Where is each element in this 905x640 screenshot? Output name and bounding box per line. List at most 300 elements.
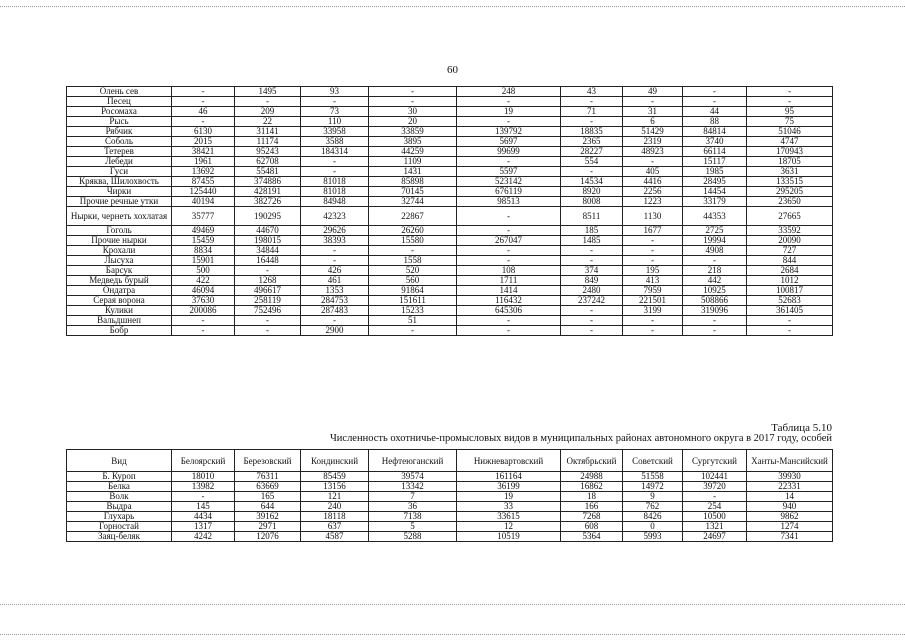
value-cell: 254 — [683, 502, 747, 512]
value-cell: - — [683, 87, 747, 97]
species-cell: Гуси — [67, 167, 172, 177]
value-cell: 209 — [235, 107, 301, 117]
table-row — [67, 256, 833, 266]
value-cell: 7341 — [747, 532, 833, 542]
value-cell: - — [235, 316, 301, 326]
value-cell: 18835 — [561, 127, 623, 137]
table-row — [67, 167, 833, 177]
value-cell: - — [369, 87, 457, 97]
value-cell: 2480 — [561, 286, 623, 296]
value-cell: 87455 — [172, 177, 235, 187]
value-cell: 295205 — [747, 187, 833, 197]
table-caption: Численность охотничье-промысловых видов в муниципальных районах автономного округа в 2017 году, особей — [329, 433, 832, 444]
value-cell: - — [457, 316, 561, 326]
table-row — [67, 472, 833, 482]
value-cell: 1431 — [369, 167, 457, 177]
value-cell: 560 — [369, 276, 457, 286]
value-cell: - — [561, 246, 623, 256]
value-cell: - — [301, 256, 369, 266]
header-cell: Белоярский — [172, 450, 235, 472]
value-cell: - — [172, 87, 235, 97]
value-cell: - — [457, 326, 561, 336]
value-cell: 44259 — [369, 147, 457, 157]
value-cell: 12076 — [235, 532, 301, 542]
species-cell: Лебеди — [67, 157, 172, 167]
species-cell: Кулики — [67, 306, 172, 316]
value-cell: 62708 — [235, 157, 301, 167]
species-cell: Выдра — [67, 502, 172, 512]
value-cell: 5597 — [457, 167, 561, 177]
value-cell: - — [301, 157, 369, 167]
value-cell: - — [683, 256, 747, 266]
value-cell: 240 — [301, 502, 369, 512]
value-cell: 2725 — [683, 226, 747, 236]
value-cell: 81018 — [301, 177, 369, 187]
value-cell: 85459 — [301, 472, 369, 482]
value-cell: - — [301, 97, 369, 107]
value-cell: 8008 — [561, 197, 623, 207]
value-cell: - — [747, 97, 833, 107]
value-cell: 461 — [301, 276, 369, 286]
value-cell: 49 — [623, 87, 683, 97]
value-cell: 29626 — [301, 226, 369, 236]
value-cell: 95 — [747, 107, 833, 117]
value-cell: 15233 — [369, 306, 457, 316]
value-cell: - — [369, 326, 457, 336]
scan-artifact-edge — [0, 634, 905, 635]
value-cell: 16862 — [561, 482, 623, 492]
table-row — [67, 286, 833, 296]
value-cell: 24988 — [561, 472, 623, 482]
value-cell: - — [172, 117, 235, 127]
species-cell: Тетерев — [67, 147, 172, 157]
value-cell: - — [623, 236, 683, 246]
value-cell: 1109 — [369, 157, 457, 167]
value-cell: 4434 — [172, 512, 235, 522]
value-cell: 73 — [301, 107, 369, 117]
value-cell: 88 — [683, 117, 747, 127]
value-cell: 195 — [623, 266, 683, 276]
value-cell: 23650 — [747, 197, 833, 207]
value-cell: 13982 — [172, 482, 235, 492]
species-cell: Вальдшнеп — [67, 316, 172, 326]
value-cell: 28227 — [561, 147, 623, 157]
value-cell: 8834 — [172, 246, 235, 256]
table-row — [67, 482, 833, 492]
value-cell: 33179 — [683, 197, 747, 207]
value-cell: 40194 — [172, 197, 235, 207]
value-cell: - — [623, 256, 683, 266]
value-cell: 849 — [561, 276, 623, 286]
value-cell: - — [457, 226, 561, 236]
value-cell: 5288 — [369, 532, 457, 542]
value-cell: 508866 — [683, 296, 747, 306]
value-cell: 63669 — [235, 482, 301, 492]
value-cell: 198015 — [235, 236, 301, 246]
value-cell: 2256 — [623, 187, 683, 197]
value-cell: 43 — [561, 87, 623, 97]
table-row — [67, 97, 833, 107]
species-cell: Крохали — [67, 246, 172, 256]
table-row — [67, 532, 833, 542]
table-row — [67, 226, 833, 236]
value-cell: 184314 — [301, 147, 369, 157]
value-cell: 100817 — [747, 286, 833, 296]
value-cell: 34844 — [235, 246, 301, 256]
header-row — [67, 450, 833, 472]
value-cell: 5 — [369, 522, 457, 532]
value-cell: 145 — [172, 502, 235, 512]
value-cell: 1223 — [623, 197, 683, 207]
value-cell: 42323 — [301, 207, 369, 226]
value-cell: 3631 — [747, 167, 833, 177]
value-cell: 374 — [561, 266, 623, 276]
table-row — [67, 246, 833, 256]
value-cell: - — [301, 246, 369, 256]
value-cell: - — [683, 316, 747, 326]
value-cell: - — [235, 266, 301, 276]
value-cell: 0 — [623, 522, 683, 532]
value-cell: 1268 — [235, 276, 301, 286]
value-cell: 91864 — [369, 286, 457, 296]
value-cell: 267047 — [457, 236, 561, 246]
value-cell: 645306 — [457, 306, 561, 316]
table-row — [67, 522, 833, 532]
value-cell: 200086 — [172, 306, 235, 316]
value-cell: 422 — [172, 276, 235, 286]
value-cell: 16448 — [235, 256, 301, 266]
value-cell: 405 — [623, 167, 683, 177]
value-cell: 39720 — [683, 482, 747, 492]
value-cell: - — [747, 87, 833, 97]
value-cell: 608 — [561, 522, 623, 532]
value-cell: 33592 — [747, 226, 833, 236]
species-table-continued — [66, 86, 833, 336]
value-cell: 523142 — [457, 177, 561, 187]
value-cell: 284753 — [301, 296, 369, 306]
species-cell: Прочие речные утки — [67, 197, 172, 207]
value-cell: 19 — [457, 492, 561, 502]
value-cell: 18118 — [301, 512, 369, 522]
table-row — [67, 306, 833, 316]
species-cell: Рысь — [67, 117, 172, 127]
value-cell: - — [561, 256, 623, 266]
value-cell: 38421 — [172, 147, 235, 157]
species-cell: Волк — [67, 492, 172, 502]
value-cell: 14534 — [561, 177, 623, 187]
header-cell: Вид — [67, 450, 172, 472]
species-cell: Рябчик — [67, 127, 172, 137]
table-label: Таблица 5.10 — [771, 422, 832, 434]
value-cell: 4908 — [683, 246, 747, 256]
species-cell: Медведь бурый — [67, 276, 172, 286]
header-cell: Ханты-Мансийский — [747, 450, 833, 472]
species-cell: Лысуха — [67, 256, 172, 266]
value-cell: 1558 — [369, 256, 457, 266]
table-row — [67, 492, 833, 502]
value-cell: - — [561, 316, 623, 326]
value-cell: 165 — [235, 492, 301, 502]
value-cell: - — [301, 167, 369, 177]
value-cell: 98513 — [457, 197, 561, 207]
value-cell: 108 — [457, 266, 561, 276]
value-cell: 500 — [172, 266, 235, 276]
species-cell: Олень сев — [67, 87, 172, 97]
value-cell: 24697 — [683, 532, 747, 542]
value-cell: 39574 — [369, 472, 457, 482]
value-cell: 7 — [369, 492, 457, 502]
value-cell: 644 — [235, 502, 301, 512]
value-cell: 5697 — [457, 137, 561, 147]
header-cell: Березовский — [235, 450, 301, 472]
value-cell: 14 — [747, 492, 833, 502]
value-cell: 8920 — [561, 187, 623, 197]
value-cell: 319096 — [683, 306, 747, 316]
value-cell: 22867 — [369, 207, 457, 226]
value-cell: 2684 — [747, 266, 833, 276]
species-cell: Заяц-беляк — [67, 532, 172, 542]
value-cell: 13342 — [369, 482, 457, 492]
value-cell: 81018 — [301, 187, 369, 197]
value-cell: 9 — [623, 492, 683, 502]
species-cell: Ондатра — [67, 286, 172, 296]
species-cell: Прочие нырки — [67, 236, 172, 246]
value-cell: 15580 — [369, 236, 457, 246]
value-cell: 19 — [457, 107, 561, 117]
value-cell: 1414 — [457, 286, 561, 296]
value-cell: - — [172, 316, 235, 326]
value-cell: - — [561, 326, 623, 336]
value-cell: 5993 — [623, 532, 683, 542]
table-row — [67, 502, 833, 512]
value-cell: - — [457, 97, 561, 107]
value-cell: 85898 — [369, 177, 457, 187]
value-cell: - — [172, 97, 235, 107]
value-cell: 139792 — [457, 127, 561, 137]
value-cell: 55481 — [235, 167, 301, 177]
value-cell: - — [457, 207, 561, 226]
value-cell: - — [457, 256, 561, 266]
species-cell: Кряква, Шилохвость — [67, 177, 172, 187]
value-cell: 84814 — [683, 127, 747, 137]
species-cell: Соболь — [67, 137, 172, 147]
value-cell: 93 — [301, 87, 369, 97]
value-cell: 19994 — [683, 236, 747, 246]
table-row — [67, 107, 833, 117]
value-cell: 13156 — [301, 482, 369, 492]
value-cell: 221501 — [623, 296, 683, 306]
value-cell: - — [172, 326, 235, 336]
value-cell: 2319 — [623, 137, 683, 147]
species-cell: Горностай — [67, 522, 172, 532]
value-cell: - — [623, 316, 683, 326]
value-cell: 15459 — [172, 236, 235, 246]
value-cell: 44 — [683, 107, 747, 117]
species-cell: Чирки — [67, 187, 172, 197]
value-cell: 520 — [369, 266, 457, 276]
value-cell: 27665 — [747, 207, 833, 226]
value-cell: 6130 — [172, 127, 235, 137]
value-cell: 52683 — [747, 296, 833, 306]
value-cell: 4587 — [301, 532, 369, 542]
value-cell: 676119 — [457, 187, 561, 197]
value-cell: 7268 — [561, 512, 623, 522]
value-cell: 185 — [561, 226, 623, 236]
value-cell: 116432 — [457, 296, 561, 306]
value-cell: 248 — [457, 87, 561, 97]
value-cell: - — [747, 326, 833, 336]
value-cell: 30 — [369, 107, 457, 117]
value-cell: - — [683, 492, 747, 502]
value-cell: 237242 — [561, 296, 623, 306]
value-cell: 28495 — [683, 177, 747, 187]
table-row — [67, 266, 833, 276]
value-cell: 10925 — [683, 286, 747, 296]
value-cell: - — [623, 157, 683, 167]
value-cell: - — [235, 97, 301, 107]
value-cell: 844 — [747, 256, 833, 266]
value-cell: 554 — [561, 157, 623, 167]
header-cell: Сургутский — [683, 450, 747, 472]
table-row — [67, 127, 833, 137]
value-cell: 99699 — [457, 147, 561, 157]
value-cell: 22 — [235, 117, 301, 127]
value-cell: - — [561, 97, 623, 107]
value-cell: 1711 — [457, 276, 561, 286]
value-cell: 762 — [623, 502, 683, 512]
value-cell: - — [561, 167, 623, 177]
value-cell: 13692 — [172, 167, 235, 177]
value-cell: 14454 — [683, 187, 747, 197]
value-cell: 1485 — [561, 236, 623, 246]
table-row — [67, 512, 833, 522]
value-cell: - — [747, 316, 833, 326]
value-cell: 76311 — [235, 472, 301, 482]
value-cell: 7959 — [623, 286, 683, 296]
value-cell: 33958 — [301, 127, 369, 137]
value-cell: 258119 — [235, 296, 301, 306]
scan-artifact-bottom — [0, 604, 905, 605]
value-cell: 637 — [301, 522, 369, 532]
value-cell: - — [683, 97, 747, 107]
table-row — [67, 137, 833, 147]
value-cell: 428191 — [235, 187, 301, 197]
value-cell: - — [172, 492, 235, 502]
value-cell: 496617 — [235, 286, 301, 296]
value-cell: 10500 — [683, 512, 747, 522]
value-cell: 15901 — [172, 256, 235, 266]
value-cell: 3588 — [301, 137, 369, 147]
value-cell: 361405 — [747, 306, 833, 316]
value-cell: - — [369, 97, 457, 107]
value-cell: 121 — [301, 492, 369, 502]
value-cell: 1130 — [623, 207, 683, 226]
value-cell: - — [623, 326, 683, 336]
table-row — [67, 197, 833, 207]
species-cell: Бобр — [67, 326, 172, 336]
value-cell: 110 — [301, 117, 369, 127]
value-cell: 8426 — [623, 512, 683, 522]
header-cell: Нижневартовский — [457, 450, 561, 472]
value-cell: 33859 — [369, 127, 457, 137]
value-cell: 426 — [301, 266, 369, 276]
value-cell: - — [457, 157, 561, 167]
value-cell: 4242 — [172, 532, 235, 542]
header-cell: Нефтеюганский — [369, 450, 457, 472]
value-cell: 1012 — [747, 276, 833, 286]
value-cell: 51 — [369, 316, 457, 326]
value-cell: - — [561, 117, 623, 127]
table-row — [67, 187, 833, 197]
value-cell: 2365 — [561, 137, 623, 147]
value-cell: 151611 — [369, 296, 457, 306]
value-cell: 51429 — [623, 127, 683, 137]
species-cell: Белка — [67, 482, 172, 492]
value-cell: 44670 — [235, 226, 301, 236]
value-cell: 5364 — [561, 532, 623, 542]
species-cell: Росомаха — [67, 107, 172, 117]
value-cell: 2900 — [301, 326, 369, 336]
value-cell: 133515 — [747, 177, 833, 187]
value-cell: 218 — [683, 266, 747, 276]
value-cell: 33 — [457, 502, 561, 512]
value-cell: 48923 — [623, 147, 683, 157]
value-cell: 46 — [172, 107, 235, 117]
value-cell: 1274 — [747, 522, 833, 532]
value-cell: - — [235, 326, 301, 336]
value-cell: 18010 — [172, 472, 235, 482]
value-cell: 125440 — [172, 187, 235, 197]
value-cell: - — [623, 246, 683, 256]
value-cell: 2971 — [235, 522, 301, 532]
value-cell: 18 — [561, 492, 623, 502]
table-row — [67, 316, 833, 326]
value-cell: 26260 — [369, 226, 457, 236]
value-cell: 2015 — [172, 137, 235, 147]
value-cell: 46094 — [172, 286, 235, 296]
table-row — [67, 296, 833, 306]
value-cell: 84948 — [301, 197, 369, 207]
table-row — [67, 87, 833, 97]
value-cell: - — [457, 117, 561, 127]
value-cell: 3895 — [369, 137, 457, 147]
value-cell: 31 — [623, 107, 683, 117]
species-table-2017 — [66, 449, 833, 542]
species-cell: Песец — [67, 97, 172, 107]
value-cell: - — [301, 316, 369, 326]
value-cell: 66114 — [683, 147, 747, 157]
value-cell: 35777 — [172, 207, 235, 226]
species-cell: Глухарь — [67, 512, 172, 522]
value-cell: 3740 — [683, 137, 747, 147]
value-cell: 6 — [623, 117, 683, 127]
value-cell: 752496 — [235, 306, 301, 316]
value-cell: 161164 — [457, 472, 561, 482]
page-number: 60 — [447, 64, 458, 76]
value-cell: 4747 — [747, 137, 833, 147]
value-cell: 33615 — [457, 512, 561, 522]
value-cell: 1961 — [172, 157, 235, 167]
value-cell: 44353 — [683, 207, 747, 226]
table-row — [67, 157, 833, 167]
value-cell: 39930 — [747, 472, 833, 482]
table-row — [67, 236, 833, 246]
value-cell: 51046 — [747, 127, 833, 137]
value-cell: 18705 — [747, 157, 833, 167]
value-cell: - — [561, 306, 623, 316]
value-cell: 22331 — [747, 482, 833, 492]
value-cell: 20090 — [747, 236, 833, 246]
